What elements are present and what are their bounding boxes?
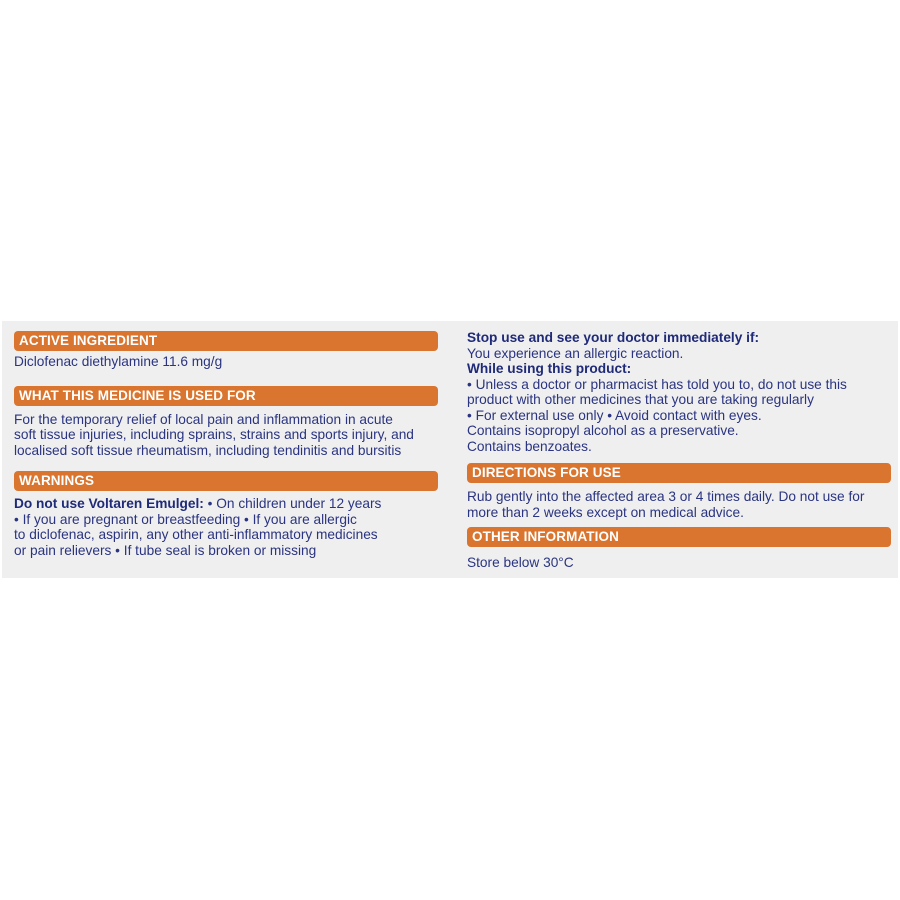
warnings-first-rest: • On children under 12 years [203, 496, 382, 511]
uses-line: soft tissue injuries, including sprains, strains and sports injury, and [14, 427, 414, 442]
uses-header: WHAT THIS MEDICINE IS USED FOR [14, 386, 438, 406]
stop-use-line: • For external use only • Avoid contact with eyes. [467, 407, 762, 423]
right-column [467, 330, 891, 571]
stop-use-line: Contains benzoates. [467, 438, 592, 454]
warnings-first-line [14, 496, 438, 512]
warnings-line: to diclofenac, aspirin, any other anti-inflammatory medicines [14, 527, 378, 542]
stop-use-section [467, 330, 891, 454]
warnings-line: • If you are pregnant or breastfeeding • If you are allergic [14, 511, 357, 527]
label-panel [2, 321, 898, 578]
active-ingredient-text: Diclofenac diethylamine 11.6 mg/g [14, 354, 223, 369]
stop-use-text: You experience an allergic reaction. [467, 345, 684, 361]
uses-line: For the temporary relief of local pain and inflammation in acute [14, 411, 393, 427]
uses-line: localised soft tissue rheumatism, including tendinitis and bursitis [14, 442, 402, 458]
active-ingredient-header: ACTIVE INGREDIENT [14, 331, 438, 351]
directions-text [467, 489, 891, 520]
while-using-heading: While using this product: [467, 361, 632, 376]
stop-use-line: • Unless a doctor or pharmacist has told you to, do not use this [467, 376, 847, 392]
stop-use-line: Contains isopropyl alcohol as a preservative. [467, 423, 739, 438]
warnings-text [14, 496, 438, 558]
stop-use-line: product with other medicines that you are taking regularly [467, 392, 814, 407]
warnings-lead: Do not use Voltaren Emulgel: [14, 496, 204, 511]
directions-line: more than 2 weeks except on medical advice. [467, 504, 744, 520]
directions-line: Rub gently into the affected area 3 or 4 times daily. Do not use for [467, 489, 865, 504]
uses-text [14, 412, 438, 459]
other-info-header: OTHER INFORMATION [467, 527, 891, 547]
directions-header: DIRECTIONS FOR USE [467, 463, 891, 483]
other-info-text: Store below 30°C [467, 555, 574, 570]
warnings-line: or pain relievers • If tube seal is broken or missing [14, 542, 317, 558]
stop-use-heading: Stop use and see your doctor immediately if: [467, 330, 760, 345]
left-column [14, 331, 438, 558]
warnings-header: WARNINGS [14, 471, 438, 491]
